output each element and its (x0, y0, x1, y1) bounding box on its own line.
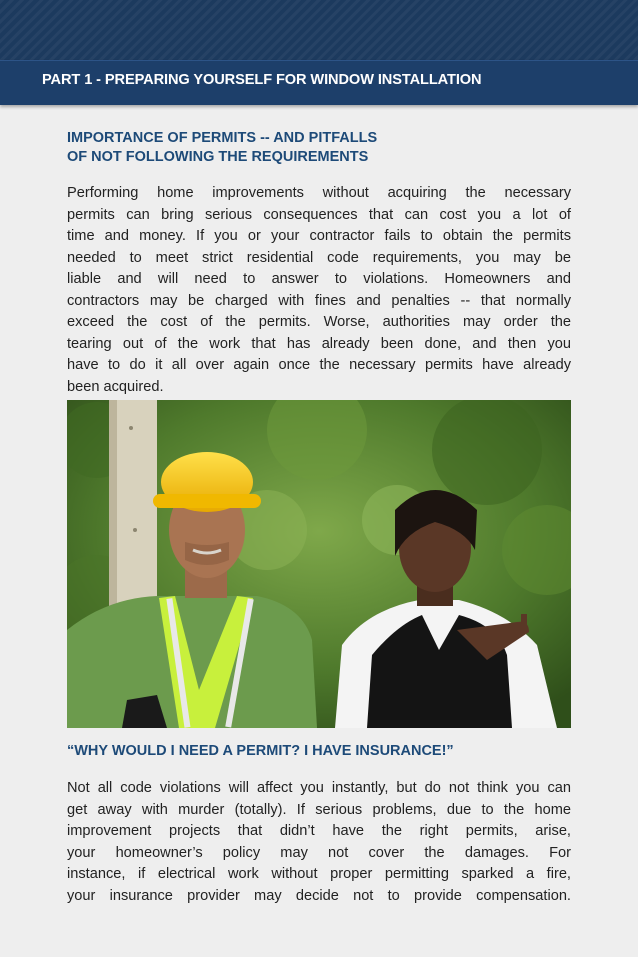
section-heading-line-2: OF NOT FOLLOWING THE REQUIREMENTS (67, 149, 369, 165)
paragraph-line: your insurance provider may decide not to provide compensation. (67, 887, 571, 904)
paragraph-line: contractors may be charged with fines and penalties -- that normally (67, 292, 571, 309)
paragraph-line: liable and will need to answer to violations. Homeowners and (67, 271, 571, 287)
paragraph-line: instance, if electrical work without proper permitting sparked a fire, (67, 866, 571, 882)
paragraph-line: permits can bring serious consequences that can cost you a lot of (67, 206, 571, 223)
paragraph-line: tearing out of the work that has already been done, and then you (67, 335, 571, 352)
paragraph-line: Not all code violations will affect you instantly, but do not think you can (67, 780, 571, 796)
paragraph-line: time and money. If you or your contractor fails to obtain the permits (67, 228, 571, 244)
paragraph-line: improvement projects that didn’t have the right permits, arise, (67, 823, 571, 839)
paragraph-line: exceed the cost of the permits. Worse, authorities may order the (67, 314, 571, 330)
workers-photo (67, 400, 571, 728)
paragraph-line: been acquired. (67, 378, 164, 395)
paragraph-line: get away with murder (totally). If serious problems, due to the home (67, 801, 571, 818)
insurance-paragraph (67, 778, 571, 907)
paragraph-line: your homeowner’s policy may not cover the damages. For (67, 844, 571, 861)
part-title: PART 1 - PREPARING YOURSELF FOR WINDOW INSTALLATION (42, 72, 482, 88)
paragraph-line: needed to meet strict residential code requirements, you may be (67, 249, 571, 266)
paragraph-line: have to do it all over again once the necessary permits have already (67, 357, 571, 373)
insurance-heading: “WHY WOULD I NEED A PERMIT? I HAVE INSURANCE!” (67, 743, 454, 759)
permits-paragraph (67, 183, 571, 398)
section-heading-line-1: IMPORTANCE OF PERMITS -- AND PITFALLS (67, 130, 378, 146)
paragraph-line: Performing home improvements without acquiring the necessary (67, 185, 571, 201)
